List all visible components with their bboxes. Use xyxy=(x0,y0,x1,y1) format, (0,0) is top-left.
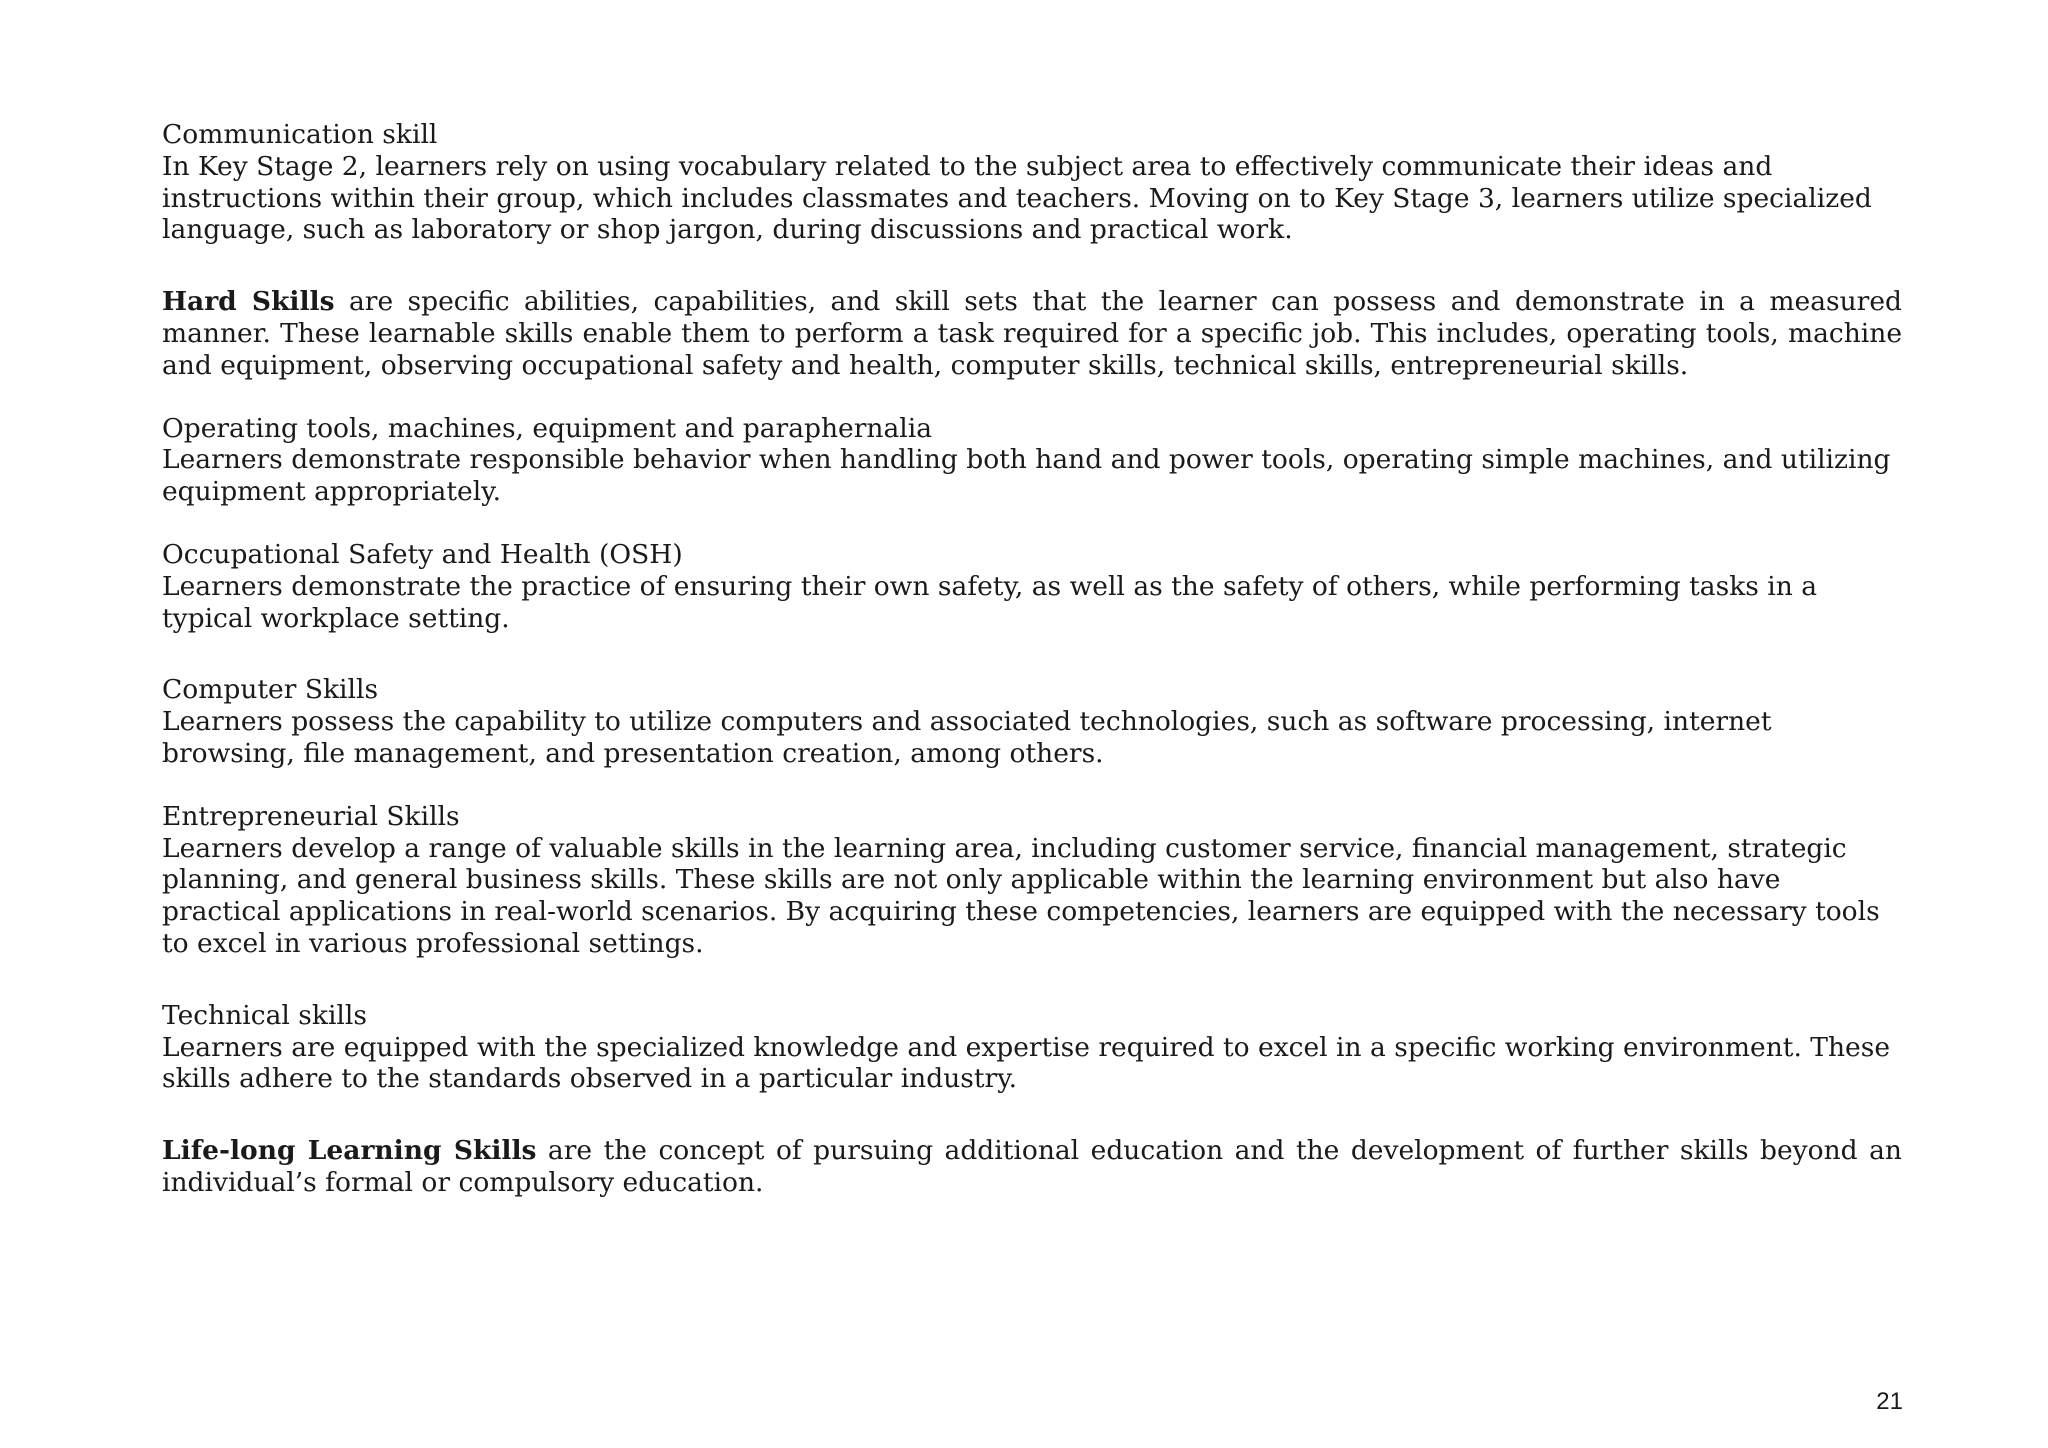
page-number: 21 xyxy=(1876,1388,1903,1415)
section-body: Learners are equipped with the specialized knowledge and expertise required to excel in a specific working environment. These skills adhere to the standards observed in a particular industry. xyxy=(162,1031,1891,1095)
section-heading: Communication skill xyxy=(162,119,438,150)
lifelong-learning-term: Life-long Learning Skills xyxy=(162,1135,537,1167)
hard-skills-paragraph xyxy=(162,286,1902,381)
section-heading: Technical skills xyxy=(162,999,367,1031)
section-entrepreneurial-skills xyxy=(162,801,1902,960)
section-heading: Computer Skills xyxy=(162,674,379,706)
section-body: Learners develop a range of valuable skills in the learning area, including customer service, financial management, strategic planning, and general business skills. These skills are not only applicable within the learning environment but also have practical applications in real-world scenarios. By acquiring these competencies, learners are equipped with the necessary tools to excel in various professional settings. xyxy=(162,832,1880,959)
section-body: Learners demonstrate the practice of ensuring their own safety, as well as the safety of others, while performing tasks in a typical workplace setting. xyxy=(162,570,1818,634)
section-osh xyxy=(162,539,1902,634)
document-page xyxy=(162,119,1902,1199)
section-body: Learners demonstrate responsible behavior when handling both hand and power tools, operating simple machines, and utilizing equipment appropriately. xyxy=(162,444,1891,508)
section-operating-tools xyxy=(162,413,1902,508)
section-technical-skills xyxy=(162,1000,1902,1095)
lifelong-learning-paragraph xyxy=(162,1135,1902,1199)
hard-skills-definition: are specific abilities, capabilities, and skill sets that the learner can possess and demonstrate in a measured manner. These learnable skills enable them to perform a task required for a specific job. This includes, operating tools, machine and equipment, observing occupational safety and health, computer skills, technical skills, entrepreneurial skills. xyxy=(162,286,1902,381)
section-body: In Key Stage 2, learners rely on using vocabulary related to the subject area to effectively communicate their ideas and instructions within their group, which includes classmates and teachers. Moving on to Key Stage 3, learners utilize specialized language, such as laboratory or shop jargon, during discussions and practical work. xyxy=(162,150,1872,246)
section-lifelong-learning xyxy=(162,1135,1902,1199)
hard-skills-term: Hard Skills xyxy=(162,286,335,318)
section-communication-skill xyxy=(162,119,1902,246)
lifelong-learning-definition: are the concept of pursuing additional education and the development of further skills beyond an individual’s formal or compulsory education. xyxy=(162,1135,1902,1198)
section-hard-skills xyxy=(162,286,1902,381)
section-heading: Occupational Safety and Health (OSH) xyxy=(162,538,683,570)
section-heading: Entrepreneurial Skills xyxy=(162,800,460,832)
section-computer-skills xyxy=(162,674,1902,769)
section-heading: Operating tools, machines, equipment and paraphernalia xyxy=(162,412,932,444)
section-body: Learners possess the capability to utilize computers and associated technologies, such as software processing, internet browsing, file management, and presentation creation, among others. xyxy=(162,706,1772,769)
